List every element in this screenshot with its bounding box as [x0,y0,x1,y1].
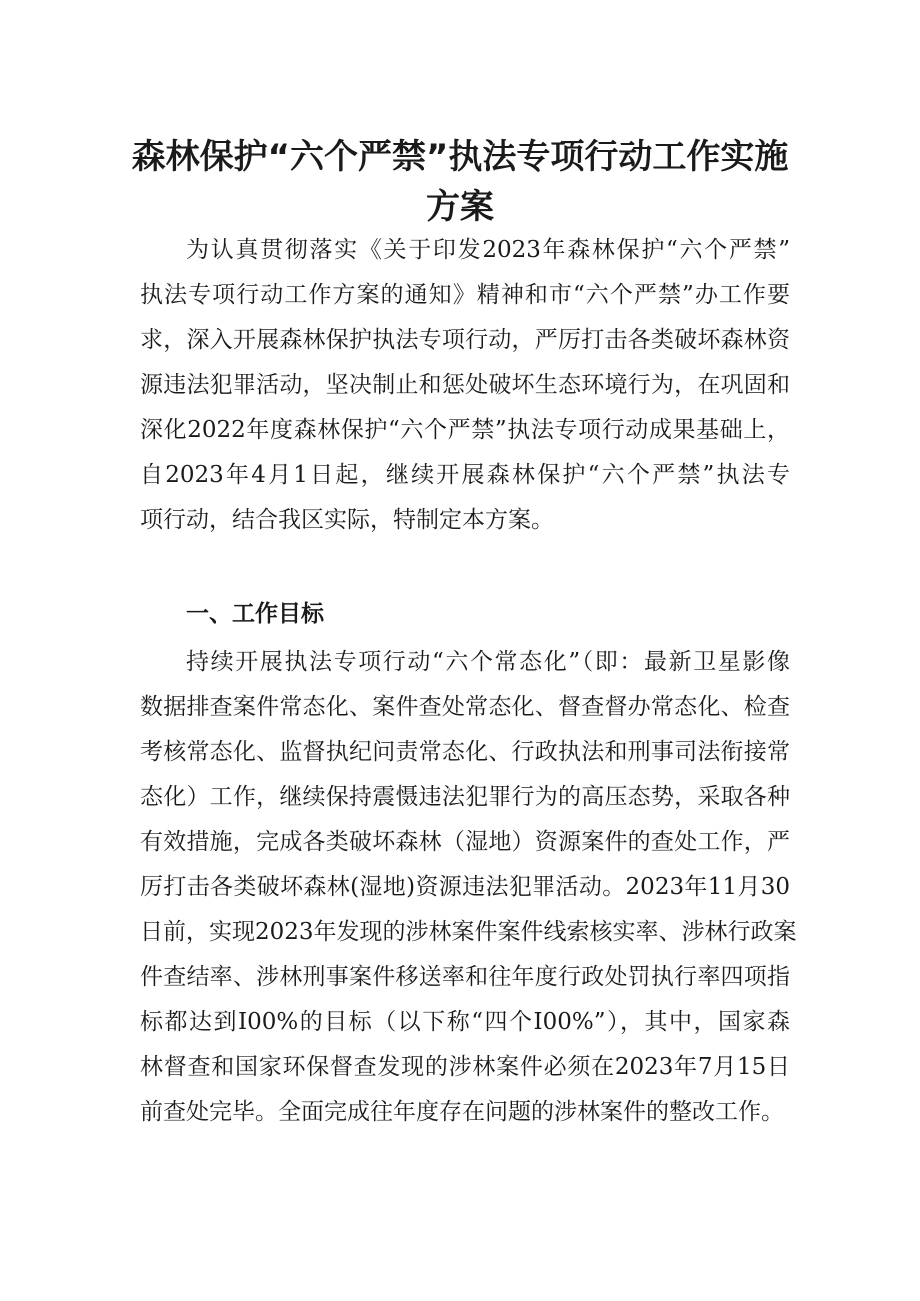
paragraph-line: 有效措施，完成各类破坏森林（湿地）资源案件的查处工作，严 [140,829,790,855]
section-heading-work-goals: 一、工作目标 [186,601,324,627]
paragraph-line: 为认真贯彻落实《关于印发2023年森林保护“六个严禁” [186,237,790,263]
paragraph-line: 数据排查案件常态化、案件查处常态化、督查督办常态化、检查 [140,694,790,720]
paragraph-line: 项行动，结合我区实际，特制定本方案。 [140,507,554,533]
paragraph-line: 考核常态化、监督执纪问责常态化、行政执法和刑事司法衔接常 [140,739,790,765]
paragraph-line: 自2023年4月1日起，继续开展森林保护“六个严禁”执法专 [140,462,790,488]
paragraph-line: 件查结率、涉林刑事案件移送率和往年度行政处罚执行率四项指 [140,964,790,990]
paragraph-line: 林督查和国家环保督查发现的涉林案件必须在2023年7月15日 [140,1054,790,1080]
paragraph-line: 厉打击各类破坏森林(湿地)资源违法犯罪活动。2023年11月30 [140,874,790,900]
paragraph-line: 源违法犯罪活动，坚决制止和惩处破坏生态环境行为，在巩固和 [140,372,790,398]
paragraph-line: 前查处完毕。全面完成往年度存在问题的涉林案件的整改工作。 [140,1099,784,1125]
paragraph-line: 求，深入开展森林保护执法专项行动，严厉打击各类破坏森林资 [140,327,790,353]
paragraph-line: 执法专项行动工作方案的通知》精神和市“六个严禁”办工作要 [140,282,790,308]
paragraph-line: 深化2022年度森林保护“六个严禁”执法专项行动成果基础上， [140,417,790,443]
paragraph-line: 持续开展执法专项行动“六个常态化”（即：最新卫星影像 [186,649,790,675]
document-title-line-1: 森林保护“六个严禁”执法专项行动工作实施 [131,137,789,177]
paragraph-line: 态化）工作，继续保持震慑违法犯罪行为的高压态势，采取各种 [140,784,790,810]
work-goals-paragraph [140,640,797,1135]
document-title-line-2: 方案 [426,187,494,227]
paragraph-line: 标都达到I00%的目标（以下称“四个I00%”），其中，国家森 [140,1009,790,1035]
intro-paragraph [140,228,790,543]
paragraph-line: 日前，实现2023年发现的涉林案件案件线索核实率、涉林行政案 [140,919,797,945]
